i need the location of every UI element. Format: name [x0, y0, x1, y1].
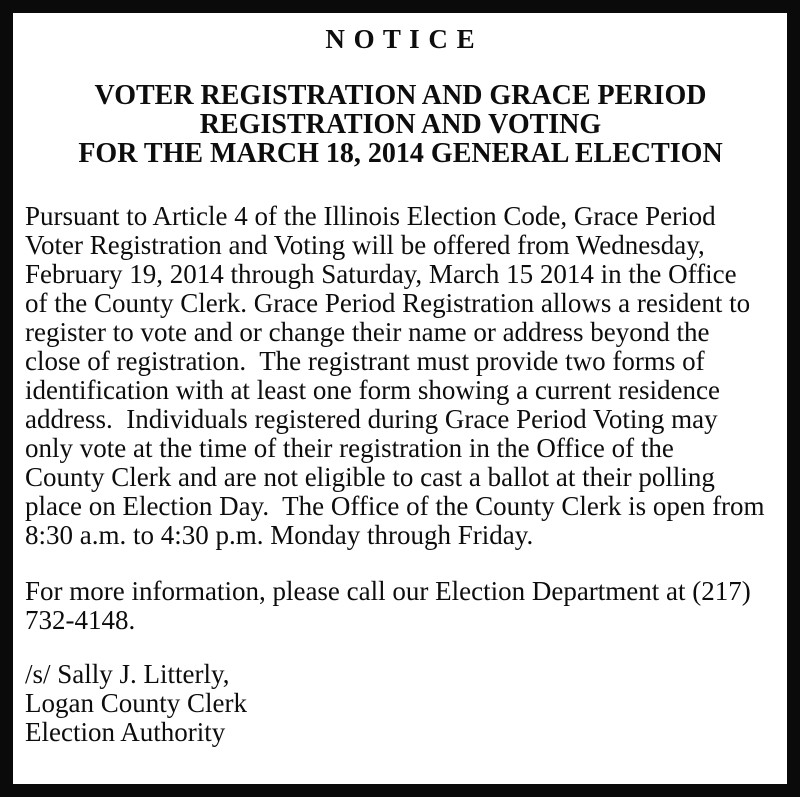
notice-heading — [25, 81, 776, 168]
body-line: of the County Clerk. Grace Period Registration allows a resident to — [25, 288, 751, 318]
body-line: place on Election Day. The Office of the County Clerk is open from — [25, 491, 765, 521]
signature-line-name: /s/ Sally J. Litterly, — [25, 659, 230, 689]
body-line: February 19, 2014 through Saturday, March 15 2014 in the Office — [25, 259, 737, 289]
body-line: close of registration. The registrant must provide two forms of — [25, 346, 705, 376]
notice-body-paragraph — [25, 202, 776, 550]
signature-block — [25, 660, 776, 747]
body-line: County Clerk and are not eligible to cast a ballot at their polling — [25, 462, 715, 492]
body-line: only vote at the time of their registration in the Office of the — [25, 433, 674, 463]
heading-line: REGISTRATION AND VOTING — [199, 109, 602, 140]
body-line: register to vote and or change their name or address beyond the — [25, 317, 710, 347]
body-line: 8:30 a.m. to 4:30 p.m. Monday through Friday. — [25, 520, 534, 550]
notice-title: N O T I C E — [325, 24, 476, 54]
heading-line: FOR THE MARCH 18, 2014 GENERAL ELECTION — [78, 138, 723, 169]
heading-line: VOTER REGISTRATION AND GRACE PERIOD — [94, 80, 707, 111]
body-line: identification with at least one form showing a current residence — [25, 375, 721, 405]
body-line: Pursuant to Article 4 of the Illinois Election Code, Grace Period — [25, 201, 716, 231]
body-line: Voter Registration and Voting will be offered from Wednesday, — [25, 230, 705, 260]
contact-line: 732-4148. — [25, 605, 136, 635]
contact-line: For more information, please call our Election Department at (217) — [25, 576, 751, 606]
signature-line-title: Logan County Clerk — [25, 688, 247, 718]
body-line: address. Individuals registered during Grace Period Voting may — [25, 404, 718, 434]
contact-paragraph — [25, 577, 776, 635]
signature-line-authority: Election Authority — [25, 717, 226, 747]
